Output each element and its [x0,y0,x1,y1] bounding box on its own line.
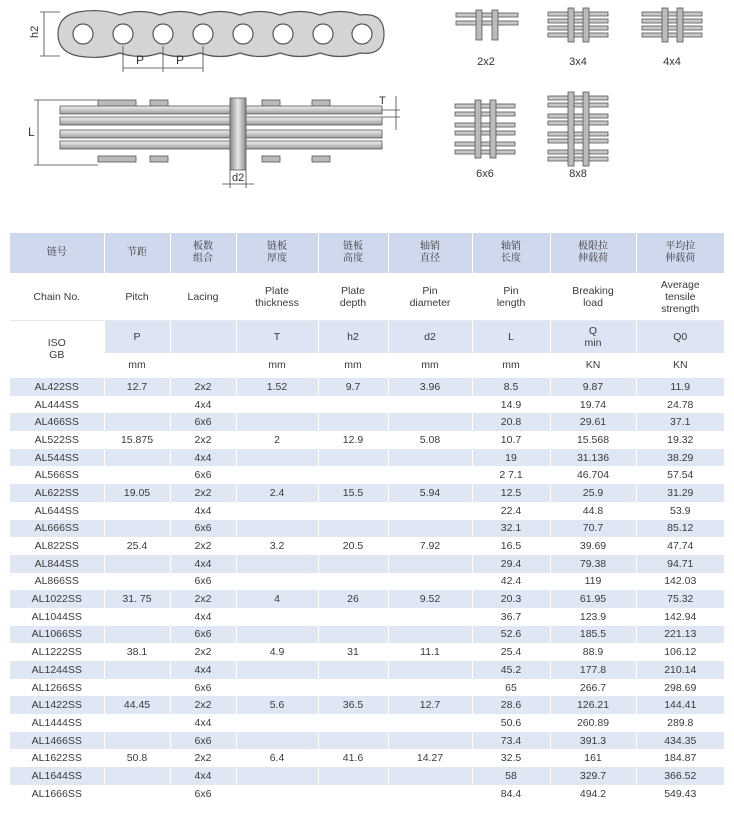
cell-lacing: 2x2 [170,590,236,608]
cell-chain-no: AL844SS [10,555,104,573]
cell-lacing: 6x6 [170,785,236,803]
chain-technical-drawings [0,0,734,205]
cell-chain-no: AL1244SS [10,661,104,679]
cell-pin-diameter [388,396,472,414]
cell-breaking-load: 329.7 [550,767,636,785]
cell-pin-length: 19 [472,449,550,467]
cell-breaking-load: 161 [550,749,636,767]
cell-pin-diameter [388,714,472,732]
unit-avg-tensile: KN [636,353,724,378]
cell-breaking-load: 46.704 [550,466,636,484]
cell-plate-depth [318,555,388,573]
cell-plate-thickness: 2 [236,431,318,449]
cell-lacing: 4x4 [170,502,236,520]
header-en-plate-depth: Plate depth [318,274,388,321]
cell-pin-length: 84.4 [472,785,550,803]
cell-lacing: 2x2 [170,378,236,396]
table-row [10,679,724,697]
cell-plate-thickness [236,785,318,803]
cell-pin-length: 14.9 [472,396,550,414]
cell-plate-depth [318,732,388,750]
cell-chain-no: AL1022SS [10,590,104,608]
cell-chain-no: AL866SS [10,573,104,591]
cell-pin-length: 28.6 [472,696,550,714]
cell-plate-depth [318,573,388,591]
unit-pin-diameter: mm [388,353,472,378]
table-row [10,643,724,661]
cell-pin-diameter [388,573,472,591]
header-en-lacing: Lacing [170,274,236,321]
cell-chain-no: AL1044SS [10,608,104,626]
cell-pin-length: 12.5 [472,484,550,502]
cell-pin-diameter [388,555,472,573]
cell-plate-thickness [236,732,318,750]
cell-plate-thickness [236,449,318,467]
cell-pitch: 38.1 [104,643,170,661]
cell-plate-depth: 26 [318,590,388,608]
cell-chain-no: AL1644SS [10,767,104,785]
table-row [10,466,724,484]
length-label: L [28,125,35,139]
cell-lacing: 4x4 [170,449,236,467]
cell-breaking-load: 185.5 [550,626,636,644]
cell-avg-tensile: 144.41 [636,696,724,714]
cell-breaking-load: 123.9 [550,608,636,626]
cell-lacing: 4x4 [170,396,236,414]
cell-plate-thickness [236,520,318,538]
cell-pitch [104,396,170,414]
cell-breaking-load: 44.8 [550,502,636,520]
pin-diameter-label: d2 [232,172,245,184]
h2-label: h2 [29,25,41,38]
cell-avg-tensile: 37.1 [636,413,724,431]
cell-avg-tensile: 106.12 [636,643,724,661]
cell-pin-diameter: 7.92 [388,537,472,555]
cell-breaking-load: 119 [550,573,636,591]
cell-chain-no: AL566SS [10,466,104,484]
header-en-chain-no: Chain No. [10,274,104,321]
cell-pin-length: 42.4 [472,573,550,591]
cell-lacing: 2x2 [170,696,236,714]
cell-plate-thickness: 6.4 [236,749,318,767]
cell-pitch [104,413,170,431]
cell-avg-tensile: 210.14 [636,661,724,679]
cell-lacing: 2x2 [170,484,236,502]
cell-pin-length: 20.3 [472,590,550,608]
unit-plate-depth: mm [318,353,388,378]
cell-pitch [104,520,170,538]
cell-avg-tensile: 57.54 [636,466,724,484]
cell-chain-no: AL444SS [10,396,104,414]
cell-avg-tensile: 31.29 [636,484,724,502]
cell-pitch: 12.7 [104,378,170,396]
lacing-icon-4x4 [642,8,702,42]
cell-pin-length: 73.4 [472,732,550,750]
header-row-english [10,274,724,321]
cell-breaking-load: 15.568 [550,431,636,449]
header-cn-lacing: 板数 组合 [170,233,236,274]
header-en-breaking-load: Breaking load [550,274,636,321]
cell-pin-length: 58 [472,767,550,785]
cell-lacing: 6x6 [170,466,236,484]
cell-pin-length: 25.4 [472,643,550,661]
cell-plate-depth: 41.6 [318,749,388,767]
cell-chain-no: AL822SS [10,537,104,555]
cell-plate-depth [318,520,388,538]
cell-pin-diameter [388,449,472,467]
pitch-label-1: P [136,53,145,67]
unit-breaking-load: KN [550,353,636,378]
header-en-pitch: Pitch [104,274,170,321]
cell-pitch [104,573,170,591]
cell-pitch: 25.4 [104,537,170,555]
cell-avg-tensile: 19.32 [636,431,724,449]
cell-pin-length: 20.8 [472,413,550,431]
cell-breaking-load: 70.7 [550,520,636,538]
symbol-lacing [170,321,236,354]
cell-pin-length: 2 7.1 [472,466,550,484]
cell-plate-thickness: 4 [236,590,318,608]
table-row [10,626,724,644]
cell-pin-diameter [388,502,472,520]
cell-chain-no: AL1422SS [10,696,104,714]
table-row [10,608,724,626]
lacing-icon-3x4 [548,8,608,42]
cell-breaking-load: 79.38 [550,555,636,573]
cell-plate-thickness: 5.6 [236,696,318,714]
cell-lacing: 2x2 [170,537,236,555]
cell-plate-depth [318,396,388,414]
cell-chain-no: AL1066SS [10,626,104,644]
symbol-pin-diameter: d2 [388,321,472,354]
chain-spec-table [10,233,724,803]
cell-breaking-load: 266.7 [550,679,636,697]
cell-avg-tensile: 38.29 [636,449,724,467]
cell-breaking-load: 29.61 [550,413,636,431]
cell-pin-length: 52.6 [472,626,550,644]
cell-plate-depth: 31 [318,643,388,661]
cell-pin-length: 45.2 [472,661,550,679]
cell-pitch [104,767,170,785]
cell-chain-no: AL1622SS [10,749,104,767]
cell-breaking-load: 177.8 [550,661,636,679]
cell-pin-length: 29.4 [472,555,550,573]
cell-pitch [104,555,170,573]
cell-chain-no: AL422SS [10,378,104,396]
table-row [10,785,724,803]
table-row [10,696,724,714]
cell-plate-thickness [236,608,318,626]
cell-avg-tensile: 75.32 [636,590,724,608]
cell-pin-length: 65 [472,679,550,697]
cell-pin-diameter: 11.1 [388,643,472,661]
symbol-plate-thickness: T [236,321,318,354]
table-row [10,749,724,767]
cell-chain-no: AL1466SS [10,732,104,750]
cell-plate-depth [318,502,388,520]
cell-avg-tensile: 94.71 [636,555,724,573]
cell-plate-thickness [236,714,318,732]
cell-plate-depth [318,767,388,785]
cell-plate-depth [318,608,388,626]
cell-breaking-load: 9.87 [550,378,636,396]
symbol-pitch: P [104,321,170,354]
cell-pin-diameter [388,732,472,750]
cell-pitch [104,714,170,732]
cell-plate-thickness [236,466,318,484]
header-cn-plate-thickness: 链板 厚度 [236,233,318,274]
cell-plate-depth: 36.5 [318,696,388,714]
cell-pin-length: 32.5 [472,749,550,767]
cell-pin-diameter [388,466,472,484]
cell-plate-depth [318,661,388,679]
cell-pitch [104,679,170,697]
cell-avg-tensile: 24.78 [636,396,724,414]
cell-pin-length: 16.5 [472,537,550,555]
lacing-caption-3x4: 3x4 [569,56,587,68]
cell-pin-diameter [388,785,472,803]
cell-plate-depth [318,714,388,732]
header-en-avg-tensile: Average tensile strength [636,274,724,321]
header-cn-breaking-load: 极限拉 伸载荷 [550,233,636,274]
header-cn-pitch: 节距 [104,233,170,274]
cell-chain-no: AL1444SS [10,714,104,732]
cell-pitch: 31. 75 [104,590,170,608]
table-row [10,555,724,573]
symbol-plate-depth: h2 [318,321,388,354]
table-row [10,449,724,467]
unit-lacing [170,353,236,378]
cell-pin-diameter: 3.96 [388,378,472,396]
cell-avg-tensile: 549.43 [636,785,724,803]
lacing-icon-6x6 [455,100,515,158]
cell-avg-tensile: 142.94 [636,608,724,626]
lacing-caption-4x4: 4x4 [663,56,681,68]
cell-plate-depth: 12.9 [318,431,388,449]
cell-plate-thickness [236,573,318,591]
cell-plate-thickness [236,679,318,697]
cell-pin-diameter [388,608,472,626]
cell-breaking-load: 25.9 [550,484,636,502]
header-en-pin-diameter: Pin diameter [388,274,472,321]
lacing-icon-2x2 [456,10,518,40]
cell-lacing: 6x6 [170,626,236,644]
cell-plate-depth [318,679,388,697]
cell-pitch: 15.875 [104,431,170,449]
cell-plate-thickness [236,555,318,573]
header-cn-chain-no: 链号 [10,233,104,274]
cell-lacing: 2x2 [170,643,236,661]
cell-chain-no: AL666SS [10,520,104,538]
cell-pitch [104,661,170,679]
cell-pin-diameter [388,413,472,431]
cell-avg-tensile: 142.03 [636,573,724,591]
pitch-label-2: P [176,53,185,67]
table-row [10,573,724,591]
cell-avg-tensile: 85.12 [636,520,724,538]
cell-pitch [104,785,170,803]
chain-side-view [58,11,384,58]
cell-avg-tensile: 221.13 [636,626,724,644]
cell-lacing: 4x4 [170,608,236,626]
cell-lacing: 6x6 [170,413,236,431]
cell-avg-tensile: 298.69 [636,679,724,697]
cell-breaking-load: 494.2 [550,785,636,803]
cell-plate-depth [318,466,388,484]
cell-lacing: 4x4 [170,555,236,573]
thickness-label: T [379,95,386,107]
cell-plate-thickness [236,767,318,785]
header-row-chinese [10,233,724,274]
cell-plate-thickness [236,661,318,679]
cell-chain-no: AL522SS [10,431,104,449]
cell-plate-thickness: 2.4 [236,484,318,502]
cell-lacing: 6x6 [170,732,236,750]
cell-chain-no: AL1666SS [10,785,104,803]
table-row [10,378,724,396]
cell-chain-no: AL466SS [10,413,104,431]
lacing-caption-2x2: 2x2 [477,56,495,68]
cell-pitch: 19.05 [104,484,170,502]
cell-pin-diameter: 5.94 [388,484,472,502]
cell-lacing: 4x4 [170,767,236,785]
cell-pitch [104,626,170,644]
cell-plate-thickness: 1.52 [236,378,318,396]
cell-breaking-load: 39.69 [550,537,636,555]
cell-lacing: 2x2 [170,431,236,449]
cell-pin-diameter [388,626,472,644]
cell-avg-tensile: 11.9 [636,378,724,396]
iso-gb-label: ISO GB [10,321,104,378]
table-row [10,413,724,431]
cell-pitch [104,466,170,484]
cell-lacing: 2x2 [170,749,236,767]
cell-pin-length: 10.7 [472,431,550,449]
cell-lacing: 6x6 [170,573,236,591]
cell-pin-diameter [388,767,472,785]
cell-pin-length: 50.6 [472,714,550,732]
cell-pin-diameter: 9.52 [388,590,472,608]
cell-plate-depth [318,413,388,431]
lacing-caption-6x6: 6x6 [476,168,494,180]
chain-top-view [60,98,382,170]
cell-plate-thickness: 3.2 [236,537,318,555]
cell-plate-thickness: 4.9 [236,643,318,661]
cell-pin-diameter [388,679,472,697]
lacing-caption-8x8: 8x8 [569,168,587,180]
cell-lacing: 4x4 [170,714,236,732]
cell-plate-depth [318,449,388,467]
cell-avg-tensile: 366.52 [636,767,724,785]
header-cn-avg-tensile: 平均拉 伸载荷 [636,233,724,274]
cell-plate-thickness [236,396,318,414]
cell-pin-length: 22.4 [472,502,550,520]
cell-breaking-load: 19.74 [550,396,636,414]
cell-avg-tensile: 289.8 [636,714,724,732]
cell-pin-length: 36.7 [472,608,550,626]
cell-pin-length: 8.5 [472,378,550,396]
cell-chain-no: AL622SS [10,484,104,502]
table-row [10,732,724,750]
cell-pitch [104,449,170,467]
cell-plate-depth [318,626,388,644]
cell-avg-tensile: 53.9 [636,502,724,520]
cell-pitch [104,732,170,750]
cell-pin-length: 32.1 [472,520,550,538]
table-row [10,502,724,520]
cell-pitch: 44.45 [104,696,170,714]
cell-breaking-load: 260.89 [550,714,636,732]
symbol-breaking-load: Q min [550,321,636,354]
cell-avg-tensile: 434.35 [636,732,724,750]
table-row [10,714,724,732]
header-cn-pin-diameter: 轴销 直径 [388,233,472,274]
cell-plate-thickness [236,502,318,520]
cell-lacing: 6x6 [170,520,236,538]
cell-breaking-load: 61.95 [550,590,636,608]
cell-lacing: 4x4 [170,661,236,679]
cell-pin-diameter: 5.08 [388,431,472,449]
table-row [10,484,724,502]
cell-breaking-load: 391.3 [550,732,636,750]
unit-pitch: mm [104,353,170,378]
cell-plate-thickness [236,413,318,431]
header-row-units [10,353,724,378]
cell-chain-no: AL1222SS [10,643,104,661]
cell-breaking-load: 126.21 [550,696,636,714]
cell-pin-diameter: 12.7 [388,696,472,714]
header-cn-plate-depth: 链板 高度 [318,233,388,274]
header-en-plate-thickness: Plate thickness [236,274,318,321]
table-row [10,661,724,679]
table-row [10,537,724,555]
unit-pin-length: mm [472,353,550,378]
table-row [10,590,724,608]
cell-pin-diameter: 14.27 [388,749,472,767]
cell-chain-no: AL1266SS [10,679,104,697]
cell-plate-depth: 20.5 [318,537,388,555]
cell-chain-no: AL544SS [10,449,104,467]
cell-pin-diameter [388,661,472,679]
cell-breaking-load: 88.9 [550,643,636,661]
header-en-pin-length: Pin length [472,274,550,321]
symbol-avg-tensile: Q0 [636,321,724,354]
cell-avg-tensile: 47.74 [636,537,724,555]
table-row [10,767,724,785]
symbol-pin-length: L [472,321,550,354]
unit-plate-thickness: mm [236,353,318,378]
cell-plate-thickness [236,626,318,644]
table-row [10,431,724,449]
cell-pin-diameter [388,520,472,538]
cell-plate-depth: 9.7 [318,378,388,396]
cell-breaking-load: 31.136 [550,449,636,467]
cell-plate-depth [318,785,388,803]
cell-pitch: 50.8 [104,749,170,767]
header-row-symbols [10,321,724,354]
cell-pitch [104,502,170,520]
lacing-icon-8x8 [548,92,608,166]
cell-lacing: 6x6 [170,679,236,697]
table-row [10,520,724,538]
cell-pitch [104,608,170,626]
cell-chain-no: AL644SS [10,502,104,520]
cell-plate-depth: 15.5 [318,484,388,502]
cell-avg-tensile: 184.87 [636,749,724,767]
table-row [10,396,724,414]
header-cn-pin-length: 轴销 长度 [472,233,550,274]
